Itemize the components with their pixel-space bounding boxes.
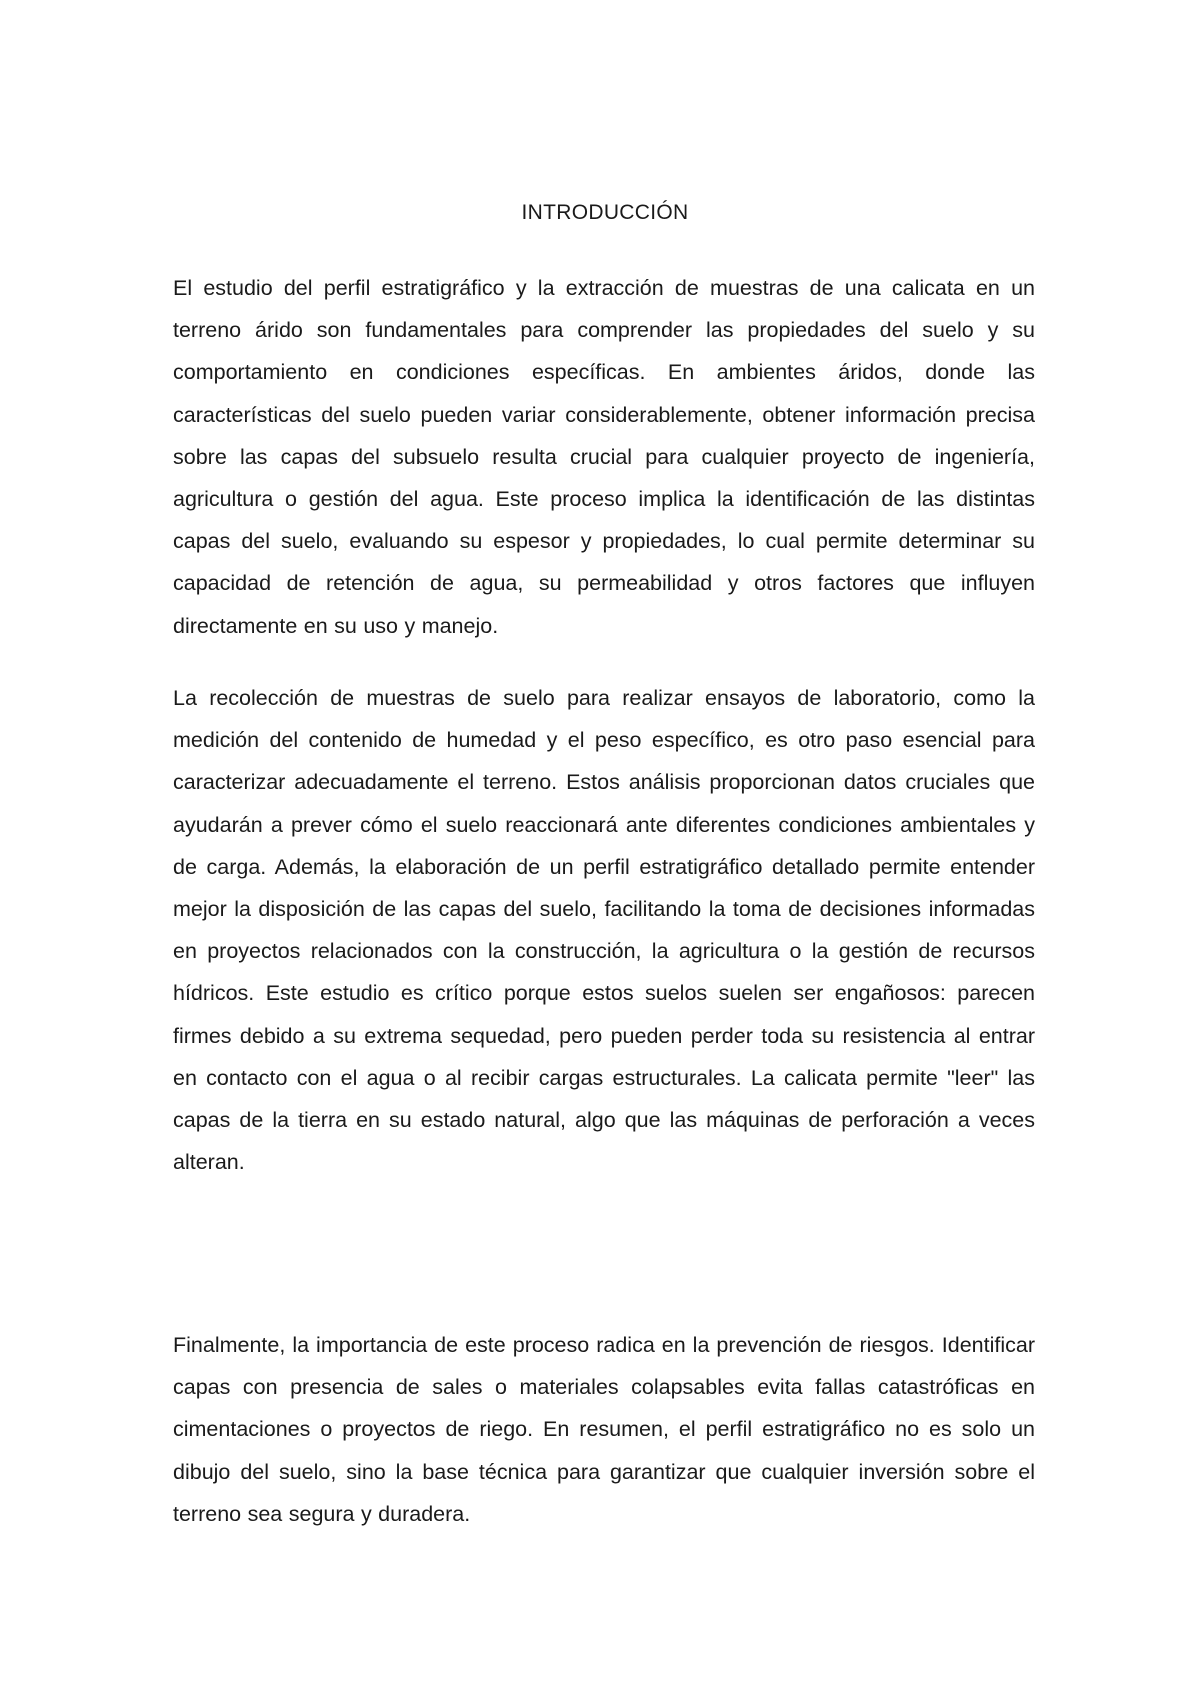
paragraph-1: El estudio del perfil estratigráfico y la extracción de muestras de una calicata en un terreno árido son fundamentales para comprender las propiedades del suelo y su comportamiento en condiciones específicas. En ambientes áridos, donde las características del suelo pueden variar considerablemente, obtener información precisa sobre las capas del subsuelo resulta crucial para cualquier proyecto de ingeniería, agricultura o gestión del agua. Este proceso implica la identificación de las distintas capas del suelo, evaluando su espesor y propiedades, lo cual permite determinar su capacidad de retención de agua, su permeabilidad y otros factores que influyen directamente en su uso y manejo. <box>173 276 1035 638</box>
paragraph-2: La recolección de muestras de suelo para realizar ensayos de laboratorio, como la medición del contenido de humedad y el peso específico, es otro paso esencial para caracterizar adecuadamente el terreno. Estos análisis proporcionan datos cruciales que ayudarán a prever cómo el suelo reaccionará ante diferentes condiciones ambientales y de carga. Además, la elaboración de un perfil estratigráfico detallado permite entender mejor la disposición de las capas del suelo, facilitando la toma de decisiones informadas en proyectos relacionados con la construcción, la agricultura o la gestión de recursos hídricos. Este estudio es crítico porque estos suelos suelen ser engañosos: parecen firmes debido a su extrema sequedad, pero pueden perder toda su resistencia al entrar en contacto con el agua o al recibir cargas estructurales. La calicata permite "leer" las capas de la tierra en su estado natural, algo que las máquinas de perforación a veces alteran. <box>173 686 1035 1175</box>
paragraph-3: Finalmente, la importancia de este proceso radica en la prevención de riesgos. Identificar capas con presencia de sales o materiales colapsables evita fallas catastróficas en cimentaciones o proyectos de riego. En resumen, el perfil estratigráfico no es solo un dibujo del suelo, sino la base técnica para garantizar que cualquier inversión sobre el terreno sea segura y duradera. <box>173 1333 1035 1526</box>
page-title: INTRODUCCIÓN <box>521 201 689 224</box>
